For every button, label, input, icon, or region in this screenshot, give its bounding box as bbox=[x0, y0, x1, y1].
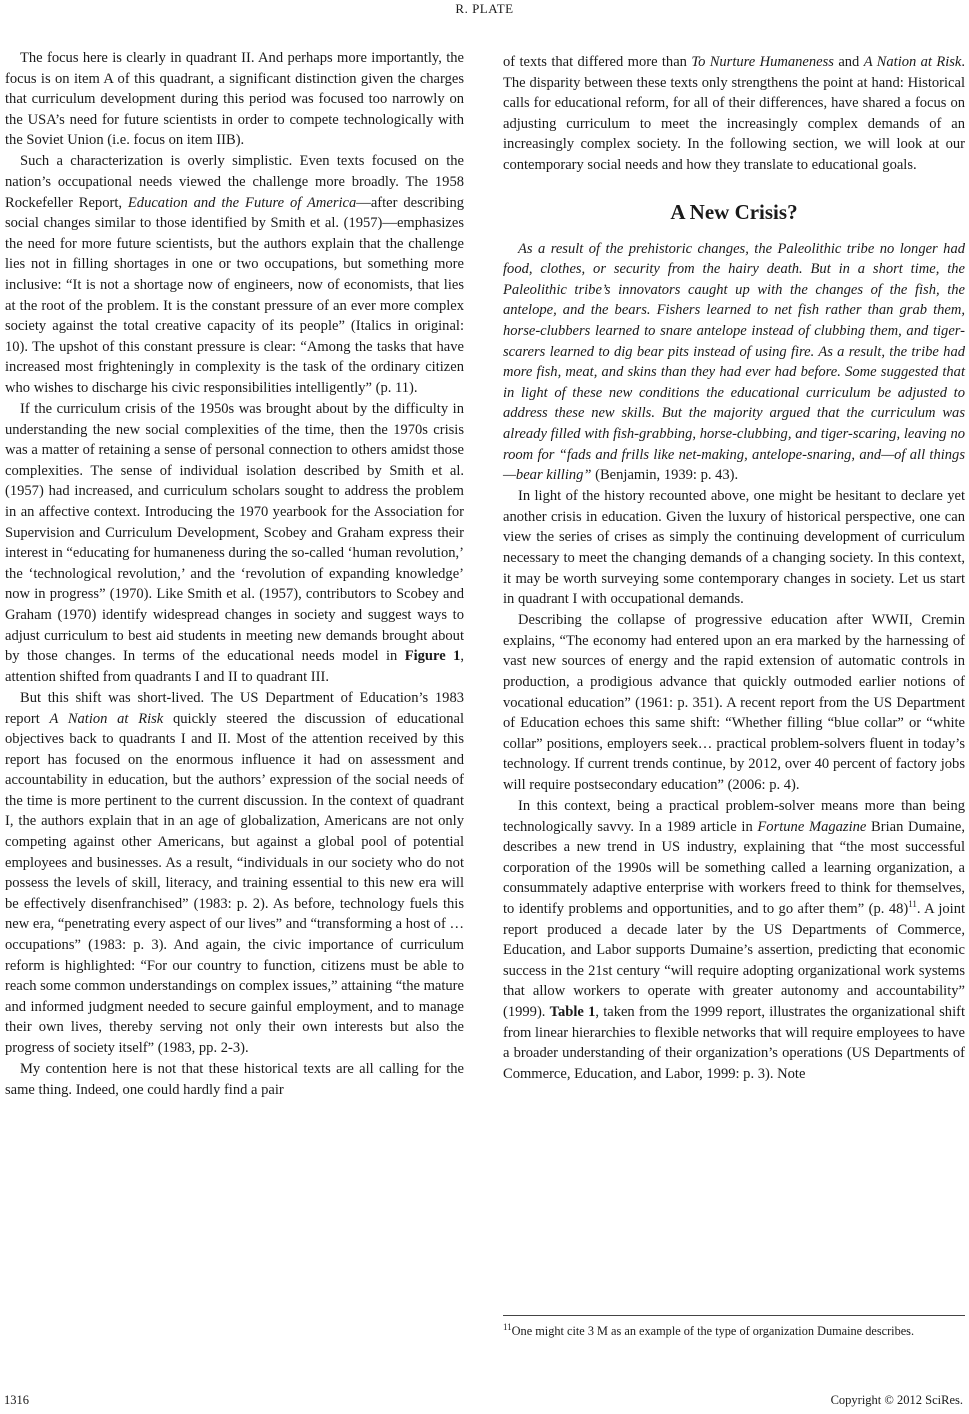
paragraph-text: of texts that differed more than bbox=[503, 54, 692, 70]
table-reference: Table 1 bbox=[549, 1004, 596, 1021]
paragraph-text: —after describing social changes similar to those identified by Smith et al. (1957)—emphasizes the need for more future scientists, but the authors explain that the challenge lies not in filling shortages in one or two occupations, but something more inclusive: “It is not a shortage now of engineers, now of economists, that lies at the root of the problem. It is the constant pressure of an ever more complex society against the total creative capacity of its people” (Italics in original: 10). The upshot of this constant pressure is clear: “Among the tasks that have increased most frighteningly in complexity is the task of the ordinary citizen who wishes to discharge his civic responsibilities intelligently” (p. 11). bbox=[5, 194, 464, 396]
work-title: A Nation at Risk bbox=[863, 54, 962, 70]
paragraph bbox=[5, 688, 464, 1059]
paragraph-text: The focus here is clearly in quadrant II. And perhaps more importantly, the focus is on item A of this quadrant, a significant distinction given the charges that curriculum development during this period was focused too narrowly on the USA’s need for future scientists in order to compete technologically with the Soviet Union (i.e. focus on item IIB). bbox=[5, 50, 464, 149]
paragraph-text: But this shift was short-lived. The US Department of Education’s 1983 report bbox=[5, 689, 464, 727]
paragraph-text: and bbox=[833, 54, 864, 70]
paragraph-text: . A joint report produced a decade later by the US Departments of Commerce, Education, and Labor supports Dumaine’s assertion, predicting that economic success in the 21st century “will require adopting organizational work systems that allow workers to operate with greater autonomy and accountability” (1999). bbox=[503, 901, 966, 1021]
footnote-divider bbox=[503, 1315, 965, 1316]
paragraph-text: Describing the collapse of progressive education after WWII, Cremin explains, “The economy had entered upon an era marked by the harnessing of vast new sources of energy and the rapid extension of automatic controls in production, a prodigious advance that quickly outmoded earlier notions of vocational education” (1961: p. 351). A recent report from the US Department of Education echoes this same shift: “Whether filling “blue collar” or “white collar” positions, employers seek… practical problem-solvers fluent in today’s technology. If current trends continue, by 2012, over 40 percent of factory jobs will require postsecondary education” (2006: p. 4). bbox=[503, 612, 965, 793]
paragraph-text: In this context, being a practical problem-solver means more than being technologically savvy. In a 1989 article in bbox=[503, 798, 965, 835]
figure-reference: Figure 1 bbox=[404, 648, 461, 665]
left-column bbox=[5, 48, 464, 1101]
work-title: To Nurture Humaneness bbox=[691, 54, 834, 70]
footnote-marker[interactable]: 11 bbox=[908, 899, 917, 910]
paragraph-text: Brian Dumaine, describes a new trend in US industry, explaining that “the most successful corporation of the 1990s will be something called a learning organization, a consummately adaptive enterprise with workers freed to think for themselves, to identify problems and opportunities, and to go after them” (p. 48) bbox=[503, 818, 965, 918]
paragraph bbox=[503, 796, 965, 1084]
running-head: R. PLATE bbox=[455, 1, 514, 16]
paragraph-text: In light of the history recounted above, one might be hesitant to declare yet another crisis in education. Given the luxury of historical perspective, one can view the series of crises as simply the continuing development of curriculum necessary to meet the changing demands of a changing society. In this context, it may be worth surveying some contemporary changes in society. Let us start in quadrant I with occupational demands. bbox=[503, 488, 965, 608]
paragraph bbox=[503, 52, 965, 176]
paragraph-text: If the curriculum crisis of the 1950s was brought about by the difficulty in understanding the new social complexities of the time, then the 1970s crisis was a matter of retaining a sense of personal connection to others amidst those complexities. The sense of individual isolation described by Smith et al. (1957) had increased, and curriculum scholars sought to address the problem in an affective context. Introducing the 1970 yearbook for the Association for Supervision and Curriculum Development, Scobey and Graham express their interest in “educating for humaneness during the so-called ‘human revolution,’ the ‘technological revolution,’ and the ‘revolution of expanding knowledge’ now in progress” (1970). Like Smith et al. (1957), contributors to Scobey and Graham (1970) identify widespread changes in society and suggest ways to adjust curriculum to best aid students in meeting new demands brought about by those changes. In terms of the educational needs model in bbox=[5, 401, 464, 665]
paragraph bbox=[5, 151, 464, 398]
right-column bbox=[503, 52, 965, 1085]
paragraph bbox=[5, 1059, 464, 1100]
paragraph bbox=[5, 399, 464, 687]
paragraph-text: quickly steered the discussion of educational objectives back to quadrants I and II. Most of the attention received by this report has focused on the enormous influence it had on assessment and accountability in education, but the authors’ expression of the social needs of the time is more pertinent to the current discussion. In the context of quadrant I, the authors explain that in an age of globalization, Americans are not only competing against other Americans, but against a global pool of potential employees and businesses. As a result, “individuals in our society who do not possess the levels of skill, literacy, and training essential to this new era will be effectively disenfranchised” (1983: p. 2). As before, technology fuels this new era, “penetrating every aspect of our lives” and “transforming a host of … occupations” (1983: p. 3). And again, the civic importance of curriculum reform is highlighted: “For our country to function, citizens must be able to reach some common understandings on complex issues,” attaining “the mature and informed judgment needed to secure gainful employment, and to manage their own lives, thereby serving not only their own interests but also the progress of society itself” (1983, pp. 2-3). bbox=[5, 710, 464, 1056]
quote-citation: (Benjamin, 1939: p. 43). bbox=[591, 467, 739, 484]
footnote-text: One might cite 3 M as an example of the type of organization Dumaine describes. bbox=[511, 1324, 915, 1338]
quote-text: As a result of the prehistoric changes, the Paleolithic tribe no longer had food, clothes, or security from the hairy death. But in a short time, the Paleolithic tribe’s innovators caught up with the changes of the fish, the antelope, and the bears. Fishers learned to net fish rather than grab them, horse-clubbers learned to snare antelope instead of clubbing them, and tiger-scarers learned to dig bear pits instead of using fire. As a result, the tribe had more fish, meat, and skins than they had ever had before. Some suggested that in light of these new conditions the educational curriculum be adjusted to address these new skills. But the majority argued that the curriculum was already filled with fish-grabbing, horse-clubbing, and tiger-scaring, leaving no room for “fads and frills like net-making, antelope-snaring, and—of all things—bear killing” bbox=[503, 240, 965, 484]
copyright-notice: Copyright © 2012 SciRes. bbox=[830, 1393, 963, 1407]
paragraph bbox=[503, 610, 965, 795]
footnote bbox=[503, 1322, 965, 1340]
work-title: Education and the Future of America bbox=[127, 194, 357, 211]
section-heading: A New Crisis? bbox=[670, 199, 798, 224]
paragraph-text: , taken from the 1999 report, illustrates the organizational shift from linear hierarchies to flexible networks that will require employees to have a broader understanding of their organization’s operations (US Departments of Commerce, Education, and Labor, 1999: p. 3). Note bbox=[503, 1004, 966, 1082]
paragraph-text: My contention here is not that these historical texts are all calling for the same thing. Indeed, one could hardly find a pair bbox=[5, 1061, 464, 1098]
work-title: Fortune Magazine bbox=[757, 818, 867, 835]
work-title: A Nation at Risk bbox=[49, 710, 164, 727]
paragraph-text: . The disparity between these texts only strengthens the point at hand: Historical calls for educational reform, for all of their differences, have shared a focus on adjusting curriculum to meet the increasingly complex demands of an increasingly complex society. In the following section, we will look at our contemporary social needs and how they translate to educational goals. bbox=[503, 54, 966, 173]
block-quote bbox=[503, 239, 965, 486]
page-number: 1316 bbox=[4, 1393, 29, 1407]
paragraph-text: , attention shifted from quadrants I and II to quadrant III. bbox=[5, 648, 464, 685]
paragraph-text: Such a characterization is overly simplistic. Even texts focused on the nation’s occupational needs viewed the challenge more broadly. The 1958 Rockefeller Report, bbox=[5, 153, 464, 211]
paragraph bbox=[503, 486, 965, 610]
paragraph bbox=[5, 48, 464, 151]
footnote-number: 11 bbox=[503, 1321, 512, 1332]
